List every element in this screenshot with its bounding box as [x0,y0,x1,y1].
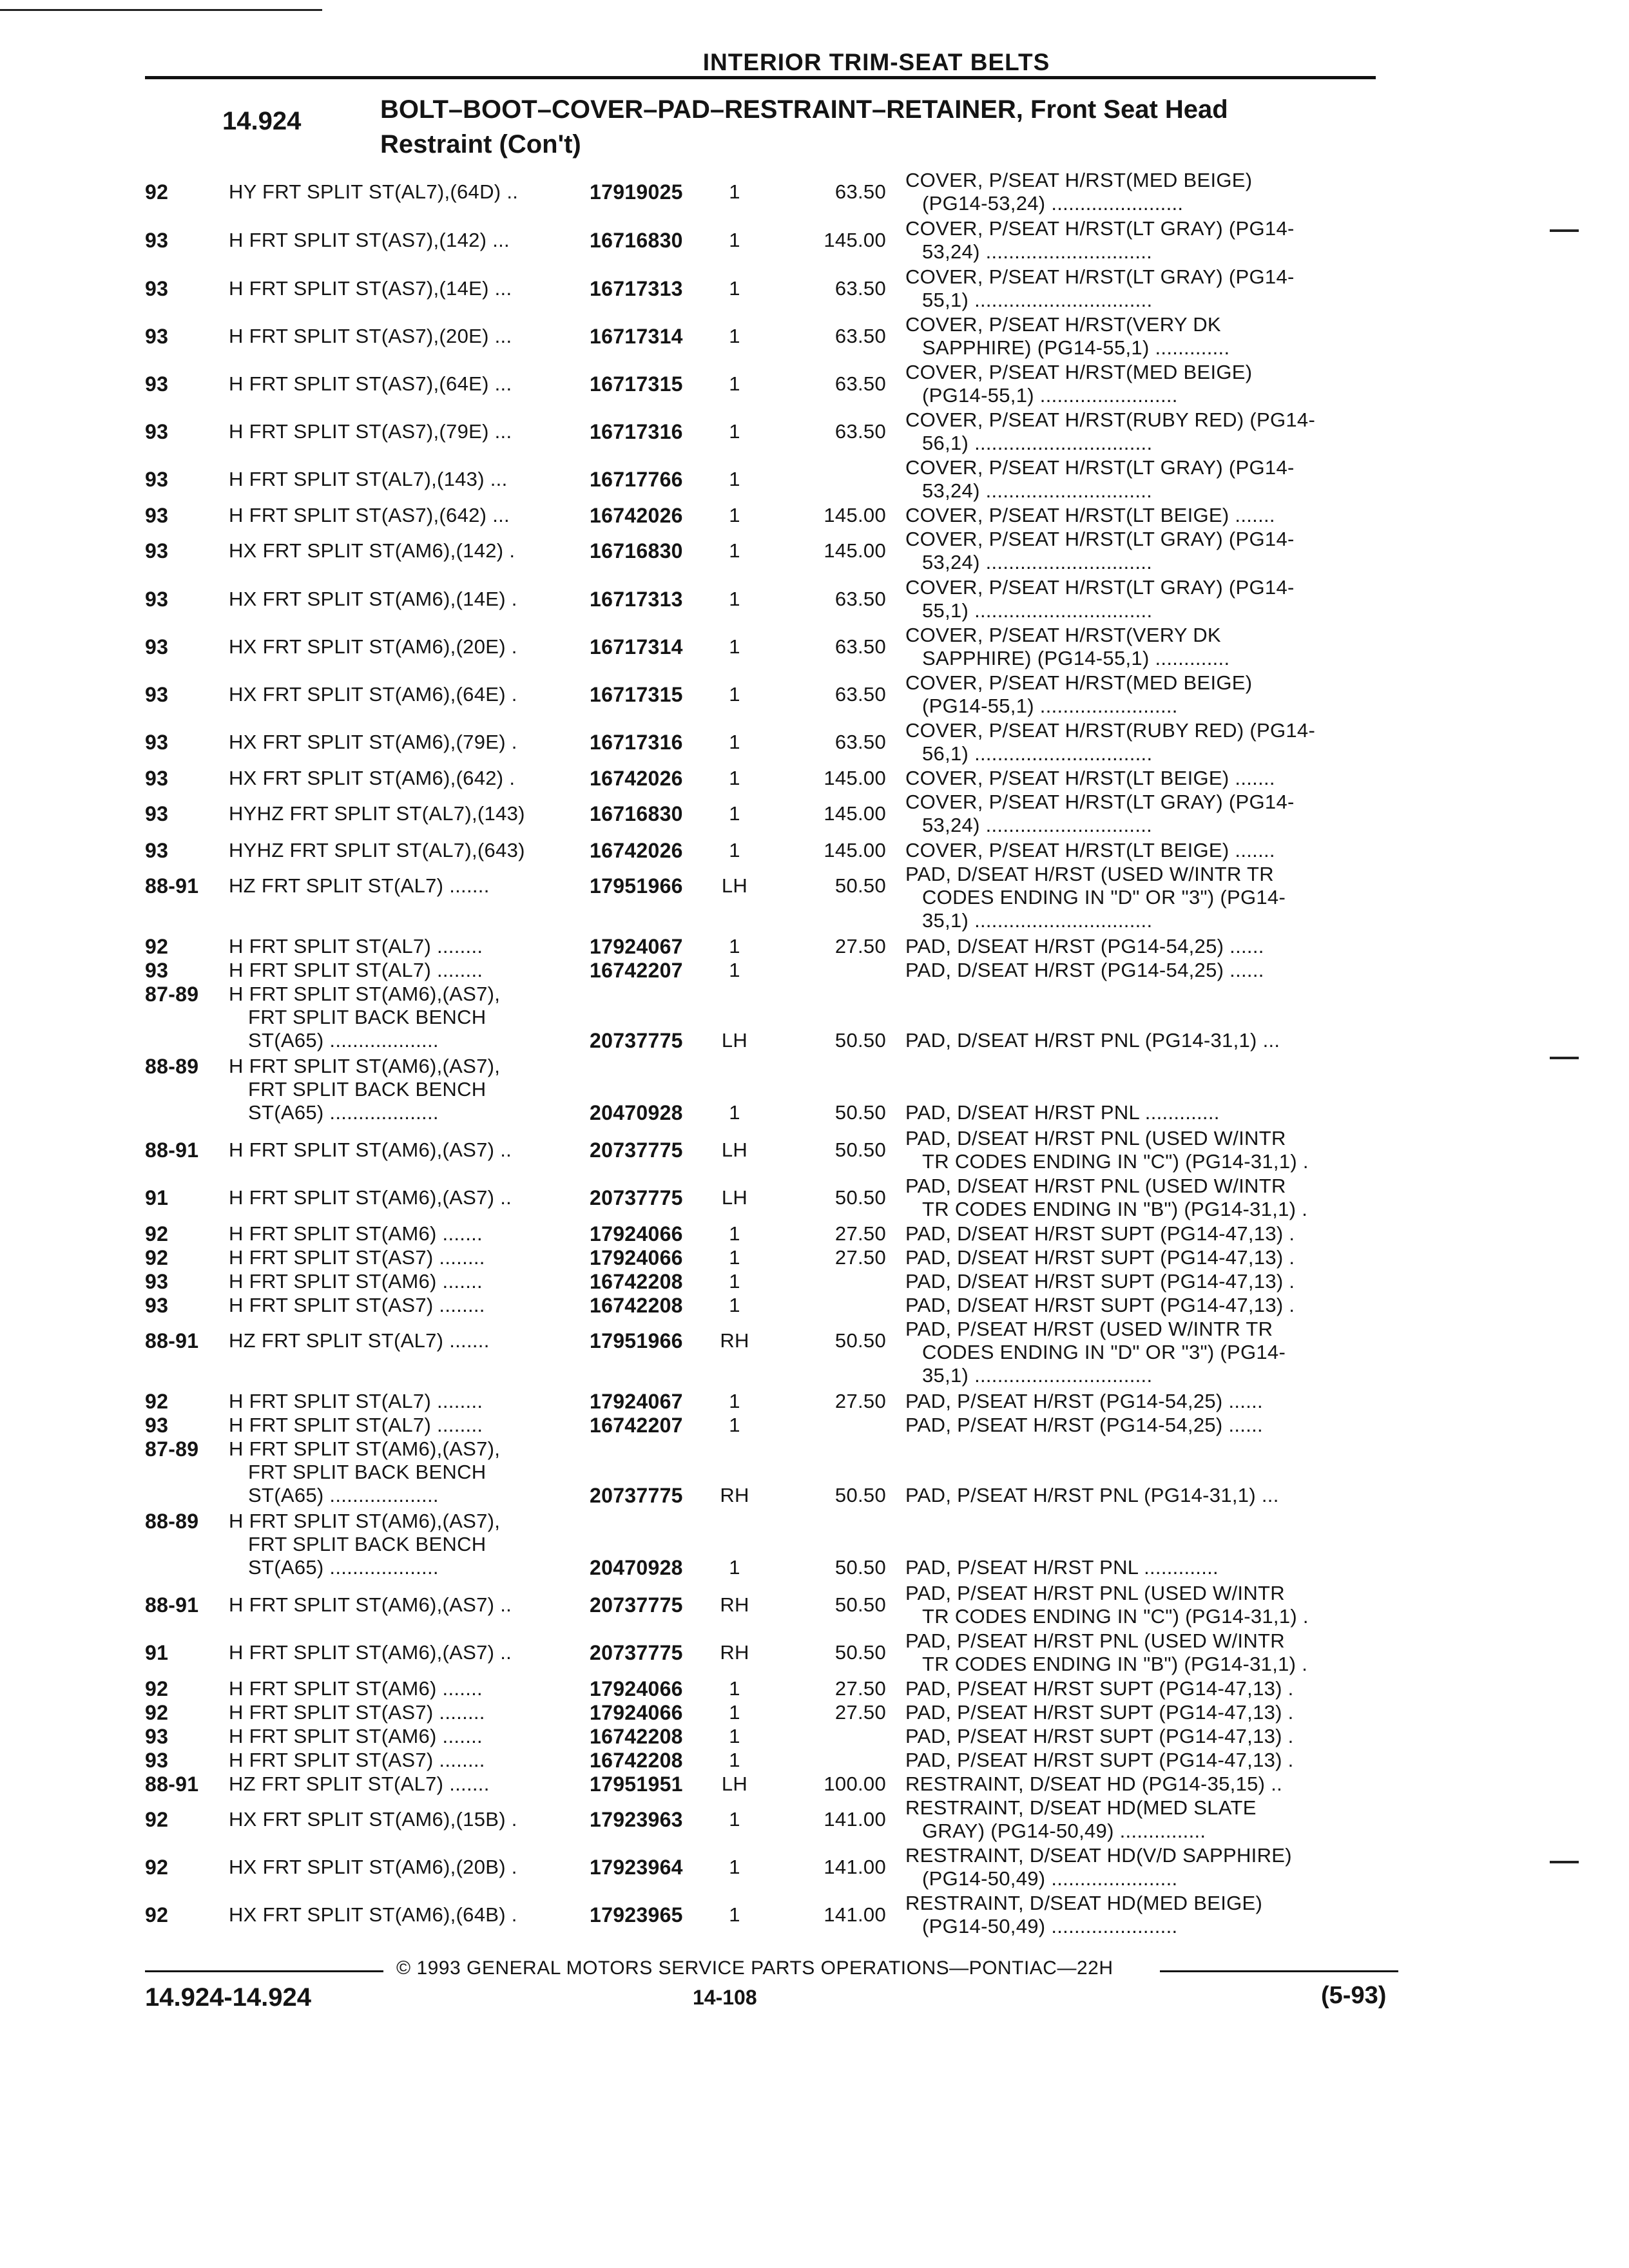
application-description: HX FRT SPLIT ST(AM6),(64B) . [229,1903,517,1926]
item-description: COVER, P/SEAT H/RST(MED BEIGE) [905,169,1253,191]
item-description: 35,1) ............................... [922,909,1153,932]
quantity: RH [720,1641,749,1664]
footer-rule [1160,1970,1398,1972]
price: 50.50 [834,874,886,897]
item-description: 35,1) ............................... [922,1364,1153,1387]
price: 145.00 [824,767,886,789]
quantity: 1 [729,468,740,490]
item-description: SAPPHIRE) (PG14-55,1) ............. [922,336,1230,359]
model-year: 92 [145,1222,169,1245]
footer-page-number: 14-108 [693,1986,757,2009]
part-number: 17924066 [590,1246,683,1269]
item-description: 53,24) ............................. [922,240,1153,263]
part-number: 17924066 [590,1677,683,1700]
item-description: 56,1) ............................... [922,432,1153,454]
quantity: 1 [729,767,740,789]
quantity: LH [721,1139,748,1161]
model-year: 88-91 [145,1593,199,1617]
part-number: 16717313 [590,588,683,611]
quantity: 1 [729,1246,740,1269]
model-year: 92 [145,1246,169,1269]
model-year: 93 [145,731,169,754]
quantity: 1 [729,731,740,753]
model-year: 93 [145,802,169,825]
application-description: FRT SPLIT BACK BENCH [248,1006,487,1028]
item-description: COVER, P/SEAT H/RST(MED BEIGE) [905,671,1253,694]
part-number: 16717315 [590,683,683,706]
quantity: 1 [729,839,740,861]
price: 50.50 [834,1186,886,1209]
item-description: RESTRAINT, D/SEAT HD(MED BEIGE) [905,1892,1263,1914]
quantity: 1 [729,1390,740,1412]
part-number: 17923964 [590,1856,683,1879]
item-description: PAD, D/SEAT H/RST SUPT (PG14-47,13) . [905,1270,1295,1293]
model-year: 93 [145,839,169,862]
application-description: H FRT SPLIT ST(AM6) ....... [229,1725,483,1747]
quantity: LH [721,1029,748,1052]
price: 50.50 [834,1029,886,1052]
application-description: H FRT SPLIT ST(AM6),(AS7), [229,1510,501,1532]
model-year: 87-89 [145,983,199,1006]
price: 50.50 [834,1484,886,1506]
application-description: HZ FRT SPLIT ST(AL7) ....... [229,874,490,897]
part-number: 20737775 [590,1139,683,1162]
quantity: 1 [729,325,740,347]
part-number: 17924067 [590,935,683,958]
model-year: 93 [145,229,169,252]
model-year: 92 [145,1677,169,1700]
application-description: H FRT SPLIT ST(AS7),(79E) ... [229,420,512,443]
item-description: PAD, P/SEAT H/RST (PG14-54,25) ...... [905,1414,1263,1436]
application-description: H FRT SPLIT ST(AL7),(143) ... [229,468,508,490]
quantity: 1 [729,588,740,610]
part-number: 16717314 [590,325,683,348]
item-description: PAD, P/SEAT H/RST (PG14-54,25) ...... [905,1390,1263,1412]
item-description: 56,1) ............................... [922,742,1153,765]
item-description: 53,24) ............................. [922,814,1153,836]
application-description: HY FRT SPLIT ST(AL7),(64D) .. [229,180,519,203]
application-description: HX FRT SPLIT ST(AM6),(64E) . [229,683,517,706]
application-description: H FRT SPLIT ST(AS7),(64E) ... [229,372,512,395]
item-description: (PG14-55,1) ........................ [922,384,1178,407]
application-description: H FRT SPLIT ST(AS7),(142) ... [229,229,510,251]
quantity: LH [721,874,748,897]
quantity: LH [721,1773,748,1795]
price: 63.50 [834,731,886,753]
item-description: CODES ENDING IN "D" OR "3") (PG14- [922,886,1286,908]
quantity: 1 [729,1294,740,1316]
item-description: PAD, D/SEAT H/RST SUPT (PG14-47,13) . [905,1294,1295,1316]
part-number: 20737775 [590,1484,683,1507]
part-number: 16716830 [590,229,683,252]
part-number: 16742208 [590,1725,683,1748]
quantity: 1 [729,635,740,658]
price: 63.50 [834,372,886,395]
item-description: PAD, P/SEAT H/RST PNL (PG14-31,1) ... [905,1484,1279,1506]
model-year: 92 [145,1390,169,1413]
part-number: 20470928 [590,1556,683,1579]
item-description: PAD, D/SEAT H/RST PNL (USED W/INTR [905,1127,1286,1149]
item-description: COVER, P/SEAT H/RST(LT BEIGE) ....... [905,839,1275,861]
model-year: 92 [145,1701,169,1724]
part-number: 17951951 [590,1773,683,1796]
item-description: PAD, D/SEAT H/RST PNL (USED W/INTR [905,1175,1286,1197]
price: 145.00 [824,802,886,825]
part-number: 20737775 [590,1641,683,1664]
application-description: H FRT SPLIT ST(AM6) ....... [229,1270,483,1293]
item-description: PAD, P/SEAT H/RST SUPT (PG14-47,13) . [905,1701,1294,1724]
model-year: 93 [145,468,169,491]
model-year: 93 [145,1414,169,1437]
application-description: H FRT SPLIT ST(AM6),(AS7) .. [229,1139,512,1161]
item-description: 55,1) ............................... [922,289,1153,311]
model-year: 88-89 [145,1055,199,1078]
application-description: H FRT SPLIT ST(AM6) ....... [229,1677,483,1700]
application-description: HX FRT SPLIT ST(AM6),(142) . [229,539,516,562]
application-description: HX FRT SPLIT ST(AM6),(14E) . [229,588,517,610]
item-description: PAD, D/SEAT H/RST SUPT (PG14-47,13) . [905,1222,1295,1245]
model-year: 92 [145,935,169,958]
price: 145.00 [824,229,886,251]
item-description: 53,24) ............................. [922,551,1153,573]
price: 50.50 [834,1101,886,1124]
model-year: 93 [145,504,169,527]
part-number: 16742207 [590,959,683,982]
price: 27.50 [834,935,886,957]
quantity: 1 [729,539,740,562]
quantity: 1 [729,1903,740,1926]
item-description: PAD, P/SEAT H/RST PNL (USED W/INTR [905,1582,1285,1604]
quantity: 1 [729,1701,740,1724]
section-number: 14.924 [222,107,302,135]
model-year: 91 [145,1641,169,1664]
item-description: 53,24) ............................. [922,479,1153,502]
application-description: HYHZ FRT SPLIT ST(AL7),(643) [229,839,525,861]
application-description: HZ FRT SPLIT ST(AL7) ....... [229,1329,490,1352]
item-description: PAD, D/SEAT H/RST (USED W/INTR TR [905,863,1274,885]
model-year: 93 [145,539,169,562]
running-title: INTERIOR TRIM-SEAT BELTS [702,49,1050,75]
quantity: 1 [729,277,740,300]
price: 50.50 [834,1139,886,1161]
application-description: ST(A65) ................... [248,1556,439,1579]
price: 145.00 [824,504,886,526]
item-description: TR CODES ENDING IN "B") (PG14-31,1) . [922,1653,1308,1675]
model-year: 88-91 [145,1773,199,1796]
part-number: 17924067 [590,1390,683,1413]
part-number: 16717314 [590,635,683,658]
item-description: PAD, P/SEAT H/RST SUPT (PG14-47,13) . [905,1725,1294,1747]
price: 27.50 [834,1246,886,1269]
model-year: 93 [145,1725,169,1748]
part-number: 17924066 [590,1222,683,1245]
part-number: 20737775 [590,1029,683,1052]
price: 145.00 [824,839,886,861]
price: 63.50 [834,635,886,658]
application-description: HX FRT SPLIT ST(AM6),(15B) . [229,1808,517,1831]
price: 63.50 [834,180,886,203]
application-description: H FRT SPLIT ST(AS7),(14E) ... [229,277,512,300]
part-number: 20470928 [590,1101,683,1124]
item-description: PAD, D/SEAT H/RST SUPT (PG14-47,13) . [905,1246,1295,1269]
quantity: 1 [729,420,740,443]
model-year: 93 [145,277,169,300]
application-description: FRT SPLIT BACK BENCH [248,1533,487,1555]
item-description: PAD, D/SEAT H/RST PNL ............. [905,1101,1220,1124]
item-description: TR CODES ENDING IN "C") (PG14-31,1) . [922,1605,1309,1628]
application-description: H FRT SPLIT ST(AL7) ........ [229,935,483,957]
part-number: 17923965 [590,1903,683,1927]
item-description: PAD, P/SEAT H/RST (USED W/INTR TR [905,1318,1273,1340]
part-number: 16717316 [590,420,683,443]
item-description: COVER, P/SEAT H/RST(VERY DK [905,624,1221,646]
price: 63.50 [834,420,886,443]
application-description: H FRT SPLIT ST(AM6),(AS7), [229,983,501,1005]
part-number: 16742026 [590,504,683,527]
quantity: RH [720,1593,749,1616]
item-description: PAD, P/SEAT H/RST PNL (USED W/INTR [905,1629,1285,1652]
section-title-continued: Restraint (Con't) [380,130,581,159]
model-year: 93 [145,959,169,982]
model-year: 93 [145,1294,169,1317]
part-number: 16716830 [590,802,683,825]
item-description: PAD, P/SEAT H/RST SUPT (PG14-47,13) . [905,1677,1294,1700]
price: 27.50 [834,1701,886,1724]
quantity: 1 [729,372,740,395]
quantity: 1 [729,504,740,526]
model-year: 92 [145,1903,169,1927]
item-description: COVER, P/SEAT H/RST(LT GRAY) (PG14- [905,791,1295,813]
quantity: 1 [729,1414,740,1436]
quantity: RH [720,1329,749,1352]
item-description: PAD, P/SEAT H/RST PNL ............. [905,1556,1219,1579]
quantity: 1 [729,1856,740,1878]
item-description: RESTRAINT, D/SEAT HD(MED SLATE [905,1796,1257,1819]
application-description: ST(A65) ................... [248,1484,439,1506]
model-year: 92 [145,1808,169,1831]
price: 141.00 [824,1903,886,1926]
application-description: H FRT SPLIT ST(AS7),(20E) ... [229,325,512,347]
item-description: COVER, P/SEAT H/RST(VERY DK [905,313,1221,336]
item-description: PAD, D/SEAT H/RST PNL (PG14-31,1) ... [905,1029,1280,1052]
part-number: 16717766 [590,468,683,491]
item-description: RESTRAINT, D/SEAT HD (PG14-35,15) .. [905,1773,1283,1795]
item-description: (PG14-53,24) ....................... [922,192,1184,215]
quantity: 1 [729,1808,740,1831]
application-description: H FRT SPLIT ST(AS7) ........ [229,1701,485,1724]
footer-section-range: 14.924-14.924 [145,1983,312,2012]
quantity: 1 [729,180,740,203]
price: 27.50 [834,1222,886,1245]
item-description: COVER, P/SEAT H/RST(MED BEIGE) [905,361,1253,383]
application-description: FRT SPLIT BACK BENCH [248,1461,487,1483]
model-year: 88-91 [145,1139,199,1162]
model-year: 93 [145,420,169,443]
model-year: 93 [145,683,169,706]
model-year: 93 [145,635,169,658]
item-description: COVER, P/SEAT H/RST(LT GRAY) (PG14- [905,265,1295,288]
model-year: 93 [145,1749,169,1772]
footer-copyright: © 1993 GENERAL MOTORS SERVICE PARTS OPERATIONS—PONTIAC—22H [396,1957,1113,1979]
application-description: ST(A65) ................... [248,1101,439,1124]
quantity: 1 [729,1556,740,1579]
application-description: HX FRT SPLIT ST(AM6),(20B) . [229,1856,517,1878]
item-description: CODES ENDING IN "D" OR "3") (PG14- [922,1341,1286,1363]
model-year: 92 [145,1856,169,1879]
item-description: PAD, P/SEAT H/RST SUPT (PG14-47,13) . [905,1749,1294,1771]
price: 50.50 [834,1329,886,1352]
price: 50.50 [834,1556,886,1579]
item-description: TR CODES ENDING IN "B") (PG14-31,1) . [922,1198,1308,1220]
item-description: COVER, P/SEAT H/RST(LT BEIGE) ....... [905,767,1275,789]
application-description: H FRT SPLIT ST(AM6) ....... [229,1222,483,1245]
model-year: 92 [145,180,169,204]
item-description: (PG14-55,1) ........................ [922,695,1178,717]
part-number: 16742208 [590,1294,683,1317]
item-description: COVER, P/SEAT H/RST(LT GRAY) (PG14- [905,576,1295,599]
price: 63.50 [834,683,886,706]
quantity: 1 [729,1270,740,1293]
model-year: 88-89 [145,1510,199,1533]
quantity: 1 [729,1222,740,1245]
application-description: H FRT SPLIT ST(AS7) ........ [229,1246,485,1269]
part-number: 16717316 [590,731,683,754]
application-description: HX FRT SPLIT ST(AM6),(642) . [229,767,516,789]
quantity: 1 [729,1677,740,1700]
part-number: 16717313 [590,277,683,300]
application-description: H FRT SPLIT ST(AS7) ........ [229,1294,485,1316]
item-description: PAD, D/SEAT H/RST (PG14-54,25) ...... [905,935,1264,957]
item-description: PAD, D/SEAT H/RST (PG14-54,25) ...... [905,959,1264,981]
price: 141.00 [824,1856,886,1878]
model-year: 91 [145,1186,169,1209]
quantity: LH [721,1186,748,1209]
application-description: H FRT SPLIT ST(AM6),(AS7) .. [229,1593,512,1616]
quantity: 1 [729,683,740,706]
model-year: 93 [145,325,169,348]
model-year: 93 [145,767,169,790]
item-description: GRAY) (PG14-50,49) ............... [922,1820,1206,1842]
application-description: FRT SPLIT BACK BENCH [248,1078,487,1100]
application-description: ST(A65) ................... [248,1029,439,1052]
quantity: 1 [729,229,740,251]
part-number: 17924066 [590,1701,683,1724]
quantity: 1 [729,802,740,825]
item-description: COVER, P/SEAT H/RST(LT GRAY) (PG14- [905,528,1295,550]
quantity: 1 [729,1101,740,1124]
part-number: 16716830 [590,539,683,562]
application-description: H FRT SPLIT ST(AS7),(642) ... [229,504,510,526]
part-number: 16742208 [590,1749,683,1772]
application-description: H FRT SPLIT ST(AM6),(AS7), [229,1437,501,1460]
price: 27.50 [834,1677,886,1700]
price: 50.50 [834,1593,886,1616]
application-description: HZ FRT SPLIT ST(AL7) ....... [229,1773,490,1795]
application-description: HYHZ FRT SPLIT ST(AL7),(143) [229,802,525,825]
application-description: H FRT SPLIT ST(AL7) ........ [229,1414,483,1436]
footer-date-code: (5-93) [1321,1982,1387,2009]
item-description: SAPPHIRE) (PG14-55,1) ............. [922,647,1230,669]
model-year: 88-91 [145,1329,199,1352]
quantity: RH [720,1484,749,1506]
quantity: 1 [729,1725,740,1747]
part-number: 17951966 [590,874,683,898]
application-description: HX FRT SPLIT ST(AM6),(79E) . [229,731,517,753]
section-title: BOLT–BOOT–COVER–PAD–RESTRAINT–RETAINER, Front Seat Head [380,95,1228,124]
part-number: 16742026 [590,839,683,862]
model-year: 93 [145,588,169,611]
part-number: 16717315 [590,372,683,396]
quantity: 1 [729,935,740,957]
part-number: 16742208 [590,1270,683,1293]
item-description: COVER, P/SEAT H/RST(LT GRAY) (PG14- [905,456,1295,479]
price: 141.00 [824,1808,886,1831]
item-description: COVER, P/SEAT H/RST(LT GRAY) (PG14- [905,217,1295,240]
item-description: 55,1) ............................... [922,599,1153,622]
application-description: H FRT SPLIT ST(AL7) ........ [229,1390,483,1412]
item-description: TR CODES ENDING IN "C") (PG14-31,1) . [922,1150,1309,1173]
application-description: H FRT SPLIT ST(AS7) ........ [229,1749,485,1771]
part-number: 17951966 [590,1329,683,1352]
price: 63.50 [834,325,886,347]
price: 145.00 [824,539,886,562]
item-description: COVER, P/SEAT H/RST(RUBY RED) (PG14- [905,408,1316,431]
model-year: 88-91 [145,874,199,898]
quantity: 1 [729,1749,740,1771]
model-year: 93 [145,372,169,396]
part-number: 16742207 [590,1414,683,1437]
part-number: 20737775 [590,1186,683,1209]
part-number: 17923963 [590,1808,683,1831]
part-number: 20737775 [590,1593,683,1617]
part-number: 17919025 [590,180,683,204]
price: 63.50 [834,588,886,610]
item-description: (PG14-50,49) ...................... [922,1867,1178,1890]
item-description: COVER, P/SEAT H/RST(RUBY RED) (PG14- [905,719,1316,742]
price: 27.50 [834,1390,886,1412]
footer-rule [145,1970,383,1972]
price: 50.50 [834,1641,886,1664]
model-year: 87-89 [145,1437,199,1461]
price: 100.00 [824,1773,886,1795]
application-description: H FRT SPLIT ST(AL7) ........ [229,959,483,981]
quantity: 1 [729,959,740,981]
application-description: H FRT SPLIT ST(AM6),(AS7) .. [229,1641,512,1664]
part-number: 16742026 [590,767,683,790]
price: 63.50 [834,277,886,300]
application-description: HX FRT SPLIT ST(AM6),(20E) . [229,635,517,658]
application-description: H FRT SPLIT ST(AM6),(AS7), [229,1055,501,1077]
item-description: (PG14-50,49) ...................... [922,1915,1178,1937]
model-year: 93 [145,1270,169,1293]
application-description: H FRT SPLIT ST(AM6),(AS7) .. [229,1186,512,1209]
item-description: RESTRAINT, D/SEAT HD(V/D SAPPHIRE) [905,1844,1292,1867]
item-description: COVER, P/SEAT H/RST(LT BEIGE) ....... [905,504,1275,526]
